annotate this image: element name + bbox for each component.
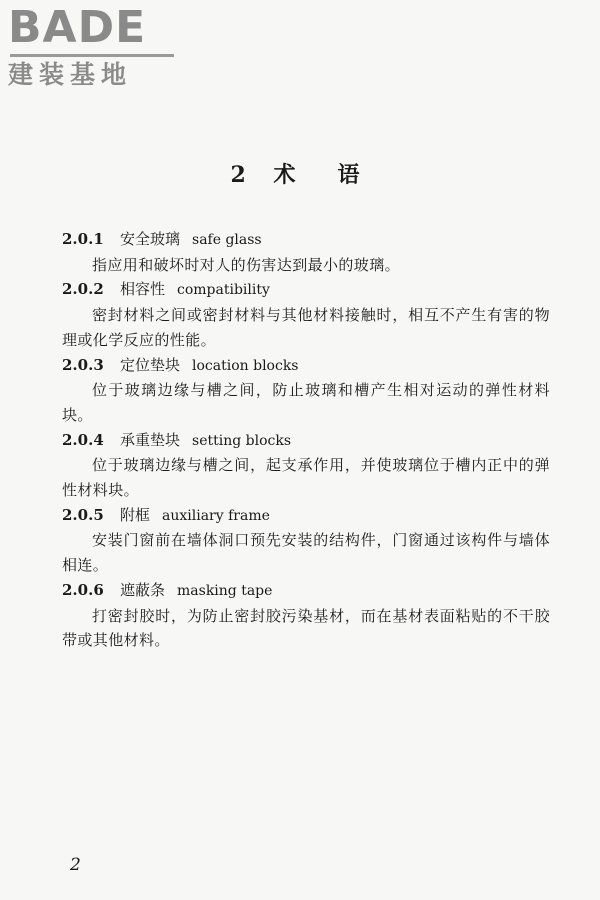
term-chinese: 承重垫块 [120, 430, 181, 449]
term-entry [62, 503, 550, 578]
term-chinese: 遮蔽条 [120, 580, 166, 599]
term-english: location blocks [192, 357, 299, 374]
term-number: 2.0.3 [62, 355, 104, 374]
term-definition: 位于玻璃边缘与槽之间，防止玻璃和槽产生相对运动的弹性材料块。 [62, 381, 550, 424]
term-chinese: 定位垫块 [120, 355, 181, 374]
term-english: setting blocks [192, 432, 292, 449]
page-number: 2 [70, 855, 81, 875]
logo-wordmark: BADE [8, 2, 147, 53]
term-definition: 打密封胶时，为防止密封胶污染基材，而在基材表面粘贴的不干胶带或其他材料。 [62, 606, 550, 650]
term-chinese: 附框 [120, 505, 151, 524]
term-heading [62, 227, 550, 253]
term-entry [62, 578, 550, 653]
term-definition: 位于玻璃边缘与槽之间，起支承作用，并使玻璃位于槽内正中的弹性材料块。 [62, 456, 550, 500]
term-english: auxiliary frame [162, 507, 270, 524]
term-number: 2.0.5 [62, 505, 104, 524]
term-number: 2.0.4 [62, 430, 104, 449]
logo-subtitle: 建装基地 [8, 60, 133, 89]
term-definition: 指应用和破坏时对人的伤害达到最小的玻璃。 [92, 255, 401, 274]
term-definition: 密封材料之间或密封材料与其他材料接触时，相互不产生有害的物理或化学反应的性能。 [62, 306, 550, 349]
term-heading [62, 578, 550, 604]
term-entry [62, 277, 550, 352]
term-heading [62, 503, 550, 529]
bade-logo [8, 4, 178, 90]
term-definition: 安装门窗前在墙体洞口预先安装的结构件，门窗通过该构件与墙体相连。 [62, 531, 550, 575]
term-chinese: 相容性 [120, 280, 166, 299]
term-heading [62, 353, 550, 379]
term-heading [62, 428, 550, 454]
term-number: 2.0.1 [62, 230, 104, 248]
term-heading [62, 277, 550, 303]
term-english: compatibility [177, 282, 270, 299]
logo-divider [10, 54, 174, 57]
term-entry [62, 353, 550, 428]
term-number: 2.0.2 [62, 280, 104, 299]
term-english: masking tape [177, 582, 273, 599]
term-chinese: 安全玻璃 [120, 230, 181, 248]
term-english: safe glass [192, 232, 262, 248]
term-entry [62, 428, 550, 503]
term-number: 2.0.6 [62, 580, 104, 599]
chapter-title: 2 术 语 [230, 162, 370, 188]
terms-list [62, 227, 550, 653]
term-entry [62, 227, 550, 277]
